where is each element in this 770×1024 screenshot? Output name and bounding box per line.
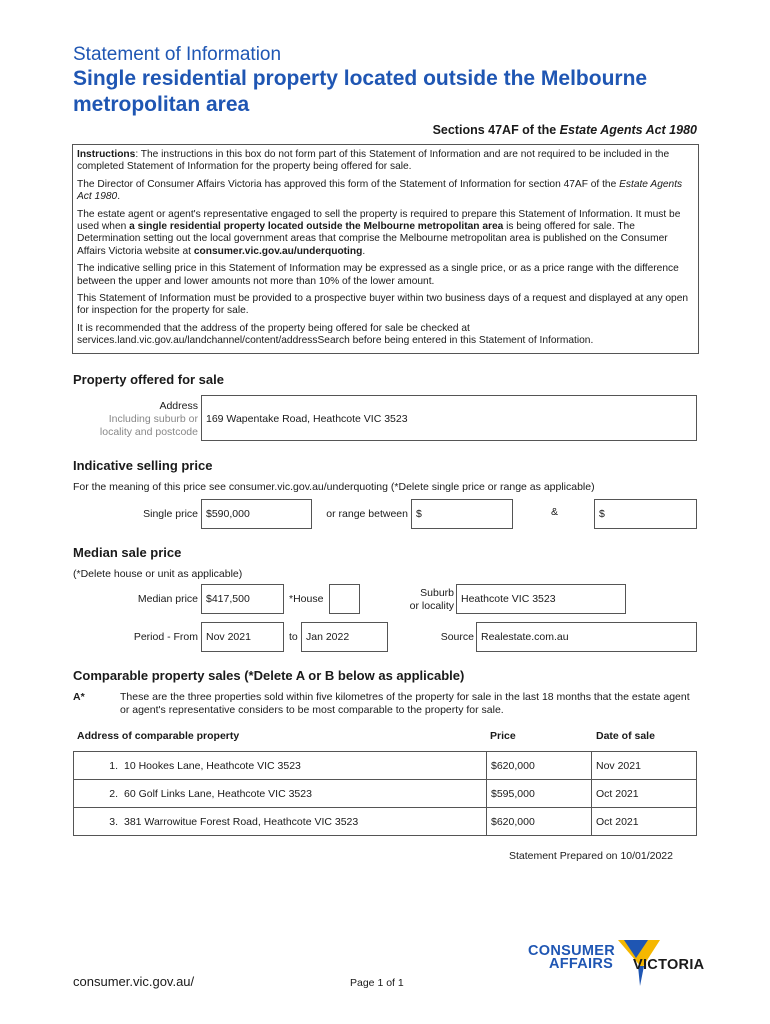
col-date-header: Date of sale <box>596 730 655 742</box>
consumer-affairs-victoria-logo <box>528 940 703 1012</box>
option-a-marker: A* <box>73 691 85 703</box>
document-kicker: Statement of Information <box>73 44 282 65</box>
comparable-address-cell[interactable] <box>74 808 487 836</box>
instructions-p3-bold: a single residential property located outside the Melbourne metropolitan area <box>129 221 504 233</box>
instructions-p6: It is recommended that the address of the property being offered for sale be checked at services.land.vic.gov.au/landchannel/content/addressSearch before being entered in this Statement of Information. <box>77 322 594 347</box>
single-price-field[interactable]: $590,000 <box>201 499 312 529</box>
comparable-address: 10 Hookes Lane, Heathcote VIC 3523 <box>124 759 301 772</box>
page-number: Page 1 of 1 <box>350 977 404 989</box>
sections-prefix: Sections 47AF of the <box>432 123 560 137</box>
property-type-label: *House <box>289 593 324 605</box>
comparable-date[interactable]: Nov 2021 <box>592 752 697 780</box>
underquoting-link[interactable]: consumer.vic.gov.au/underquoting <box>193 245 363 257</box>
comparable-date[interactable]: Oct 2021 <box>592 780 697 808</box>
median-price-label: Median price <box>137 593 198 605</box>
comparable-table <box>73 751 697 836</box>
row-number: 3. <box>109 815 118 828</box>
instructions-p3a: The estate agent or agent's representative engaged to sell the property is required to prepare this Statement of Information. It must be used when <box>77 208 681 233</box>
instructions-label: Instructions <box>77 149 136 160</box>
source-label: Source <box>440 631 474 643</box>
instructions-p1: : The instructions in this box do not form part of this Statement of Information and are not required to be included in the completed Statement of Information for the property being offered for sale. <box>77 149 670 173</box>
period-from-label: Period - From <box>133 631 198 643</box>
suburb-label-line2: or locality <box>409 600 454 612</box>
comparable-price[interactable]: $620,000 <box>487 752 592 780</box>
instructions-p3b: is being offered for sale. The Determination setting out the local government areas that comprise the Melbourne metropolitan area is published on the Consumer Affairs Victoria website at <box>77 221 668 257</box>
sections-act: Estate Agents Act 1980 <box>559 123 697 137</box>
logo-line-2: AFFAIRS <box>549 956 614 972</box>
instructions-box <box>72 144 699 354</box>
row-number: 2. <box>109 787 118 800</box>
range-low-field[interactable]: $ <box>411 499 513 529</box>
median-heading: Median sale price <box>73 545 182 560</box>
suburb-label <box>370 587 454 613</box>
footer-url[interactable]: consumer.vic.gov.au/ <box>73 974 195 989</box>
range-ampersand: & <box>551 506 559 518</box>
comparable-date[interactable]: Oct 2021 <box>592 808 697 836</box>
period-from-field[interactable]: Nov 2021 <box>201 622 284 652</box>
sections-reference <box>433 123 697 137</box>
comparable-price[interactable]: $595,000 <box>487 780 592 808</box>
range-label: or range between <box>326 508 408 520</box>
comparable-heading: Comparable property sales (*Delete A or B below as applicable) <box>73 668 465 683</box>
table-row <box>74 780 697 808</box>
logo-line-1: CONSUMER <box>528 943 615 959</box>
median-note: (*Delete house or unit as applicable) <box>73 568 243 580</box>
instructions-p4: The indicative selling price in this Statement of Information may be expressed as a single price, or as a price range with the difference between the upper and lower amounts not more than 10% of the lower amount. <box>77 263 679 287</box>
median-price-field[interactable]: $417,500 <box>201 584 284 614</box>
comparable-price[interactable]: $620,000 <box>487 808 592 836</box>
address-label-sub2: locality and postcode <box>99 426 198 438</box>
comparable-address: 60 Golf Links Lane, Heathcote VIC 3523 <box>124 787 312 800</box>
logo-line-3: VICTORIA <box>633 957 705 973</box>
single-price-label: Single price <box>143 508 198 520</box>
col-address-header: Address of comparable property <box>77 730 240 742</box>
comparable-address: 381 Warrowitue Forest Road, Heathcote VIC 3523 <box>124 815 359 828</box>
period-to-label: to <box>289 631 298 643</box>
col-price-header: Price <box>490 730 516 742</box>
indicative-note: For the meaning of this price see consumer.vic.gov.au/underquoting (*Delete single price or range as applicable) <box>73 481 595 493</box>
property-type-field[interactable] <box>329 584 360 614</box>
instructions-p2-act: Estate Agents Act 1980 <box>77 178 683 203</box>
property-address-field[interactable]: 169 Wapentake Road, Heathcote VIC 3523 <box>201 395 697 441</box>
range-high-field[interactable]: $ <box>594 499 697 529</box>
period-to-field[interactable]: Jan 2022 <box>301 622 388 652</box>
comparable-address-cell[interactable] <box>74 752 487 780</box>
table-row <box>74 808 697 836</box>
suburb-label-line1: Suburb <box>420 587 454 599</box>
instructions-p2: The Director of Consumer Affairs Victoria has approved this form of the Statement of Information for section 47AF of the <box>77 178 620 190</box>
instructions-p5: This Statement of Information must be provided to a prospective buyer within two business days of a request and displayed at any open for inspection for the property for sale. <box>77 293 689 317</box>
address-label-sub1: Including suburb or <box>108 413 198 425</box>
property-heading: Property offered for sale <box>73 372 224 387</box>
instructions-p2-end: . <box>117 191 121 203</box>
comparable-address-cell[interactable] <box>74 780 487 808</box>
option-a-text: These are the three properties sold within five kilometres of the property for sale in the last 18 months that the estate agent or agent's representative considers to be most comparable to the property for sale. <box>120 691 690 716</box>
row-number: 1. <box>109 759 118 772</box>
indicative-heading: Indicative selling price <box>73 458 213 473</box>
address-label-main: Address <box>159 400 198 412</box>
statement-prepared-date: Statement Prepared on 10/01/2022 <box>508 850 673 862</box>
suburb-field[interactable]: Heathcote VIC 3523 <box>456 584 626 614</box>
document-title: Single residential property located outside the Melbourne metropolitan area <box>73 67 648 116</box>
table-row <box>74 752 697 780</box>
instructions-p3-end: . <box>362 245 366 257</box>
source-field[interactable]: Realestate.com.au <box>476 622 697 652</box>
address-label <box>60 400 198 439</box>
